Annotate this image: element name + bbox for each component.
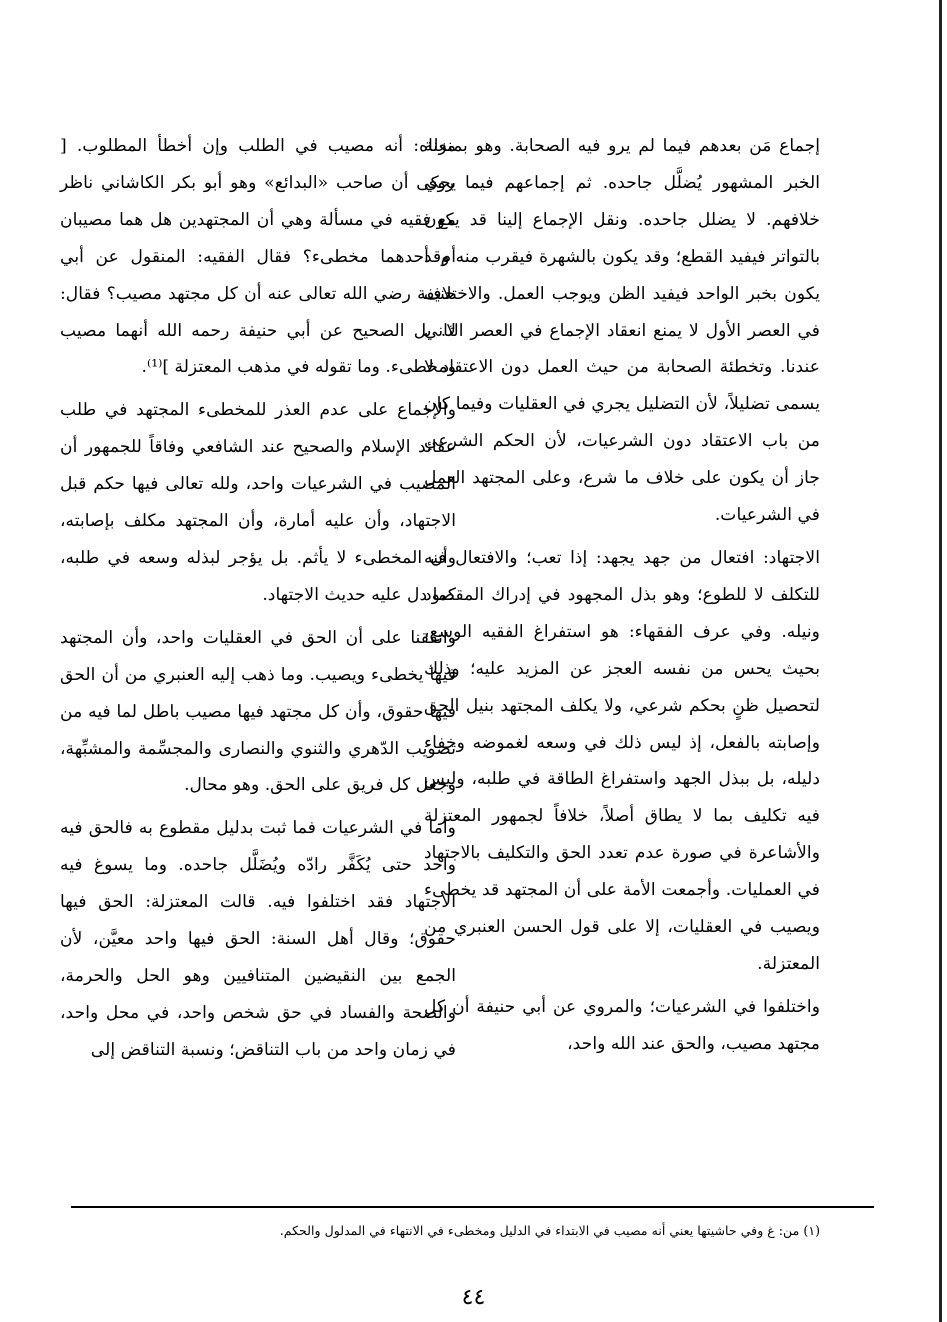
footnote-divider [71, 1206, 874, 1208]
paragraph: إجماع مَن بعدهم فيما لم يرو فيه الصحابة. وهو بمنزلة الخبر المشهور يُضلَّل جاحده. ثم إجماعهم فيما روي خلافهم. لا يضلل جاحده. ونقل الإجماع إلينا قد يكون بالتواتر فيفيد القطع؛ وقد يكون بالشهرة فيقرب منه وقد يكون بخبر الواحد فيفيد الظن ويوجب العمل. والاختلاف في العصر الأول لا يمنع انعقاد الإجماع في العصر الثاني عندنا. وتخطئة الصحابة من حيث العمل دون الاعتقاد لا يسمى تضليلاً، لأن التضليل يجري في العقليات وفيما كان من باب الاعتقاد دون الشرعيات، لأن الحكم الشرعي جاز أن يكون على خلاف ما شرع، وعلى المجتهد العمل في الشرعيات. [424, 136, 820, 526]
paragraph: الاجتهاد: افتعال من جهد يجهد: إذا تعب؛ والافتعال فيه للتكلف لا للطوع؛ وهو بذل المجهود في إدراك المقصود ونيله. وفي عرف الفقهاء: هو استفراغ الفقيه الوسع، بحيث يحس من نفسه العجز عن المزيد عليه؛ وذلك لتحصيل ظنٍ بحكم شرعي، ولا يكلف المجتهد بنيل الحق وإصابته بالفعل، إذ ليس ذلك في وسعه لغموضه وخفاء دليله، بل ببذل الجهد واستفراغ الطاقة في طلبه، وليس فيه تكليف بما لا يطاق أصلاً، خلافاً لجمهور المعتزلة والأشاعرة في صورة عدم تعدد الحق والتكليف بالاجتهاد في العمليات. وأجمعت الأمة على أن المجتهد قد يخطىء ويصيب في العقليات، إلا على قول الحسن العنبري من المعتزلة. [424, 547, 820, 974]
scan-edge-line [939, 0, 942, 1322]
paragraph: واختلفوا في الشرعيات؛ والمروي عن أبي حنيفة أن كل مجتهد مصيب، والحق عند الله واحد، [424, 996, 820, 1054]
right-text-column [424, 128, 820, 1063]
left-text-column [60, 128, 456, 1069]
paragraph: والإجماع على عدم العذر للمخطىء المجتهد في طلب عقائد الإسلام والصحيح عند الشافعي وفاقاً للجمهور أن المصيب في الشرعيات واحد، ولله تعالى فيها حكم قبل الاجتهاد، وأن عليه أمارة، وأن المجتهد مكلف بإصابته، وأن المخطىء لا يأثم. بل يؤجر لبذله وسعه في طلبه، كما دل عليه حديث الاجتهاد. [60, 400, 456, 605]
footnote: (١) من: غ وفي حاشيتها يعني أنه مصيب في الابتداء في الدليل ومخطىء في الانتهاء في المدلول والحكم. [279, 1223, 820, 1238]
page-number: ٤٤ [461, 1285, 486, 1310]
paragraph: معناه: أنه مصيب في الطلب وإن أخطأ المطلوب. [ يحكى أن صاحب «البدائع» وهو أبو بكر الكاشاني ناظر مع فقيه في مسألة وهي أن المجتهدين هل هما مصيبان أم أحدهما مخطىء؟ فقال الفقيه: المنقول عن أبي حنيفة رضي الله تعالى عنه أن كل مجتهد مصيب؟ فقال: لا. بل الصحيح عن أبي حنيفة رحمه الله أنهما مصيب ومخطىء. وما تقوله في مذهب المعتزلة ]⁽¹⁾. [60, 136, 456, 378]
paragraph: واتفقنا على أن الحق في العقليات واحد، وأن المجتهد فيها يخطىء ويصيب. وما ذهب إليه العنبري من أن الحق فيها حقوق، وأن كل مجتهد فيها مصيب باطل لما فيه من تصويب الدّهري والثنوي والنصارى والمجسِّمة والمشبِّهة، وجعل كل فريق على الحق. وهو محال. [60, 627, 456, 796]
paragraph: وأما في الشرعيات فما ثبت بدليل مقطوع به فالحق فيه واحد حتى يُكَفَّر رادّه ويُضَلَّل جاحده. وما يسوغ فيه الاجتهاد فقد اختلفوا فيه. قالت المعتزلة: الحق فيها حقوق؛ وقال أهل السنة: الحق فيها واحد معيَّن، لأن الجمع بين النقيضين المتنافيين وهو الحل والحرمة، والصحة والفساد في حق شخص واحد، في محل واحد، في زمان واحد من باب التناقض؛ ونسبة التناقض إلى [60, 818, 456, 1060]
